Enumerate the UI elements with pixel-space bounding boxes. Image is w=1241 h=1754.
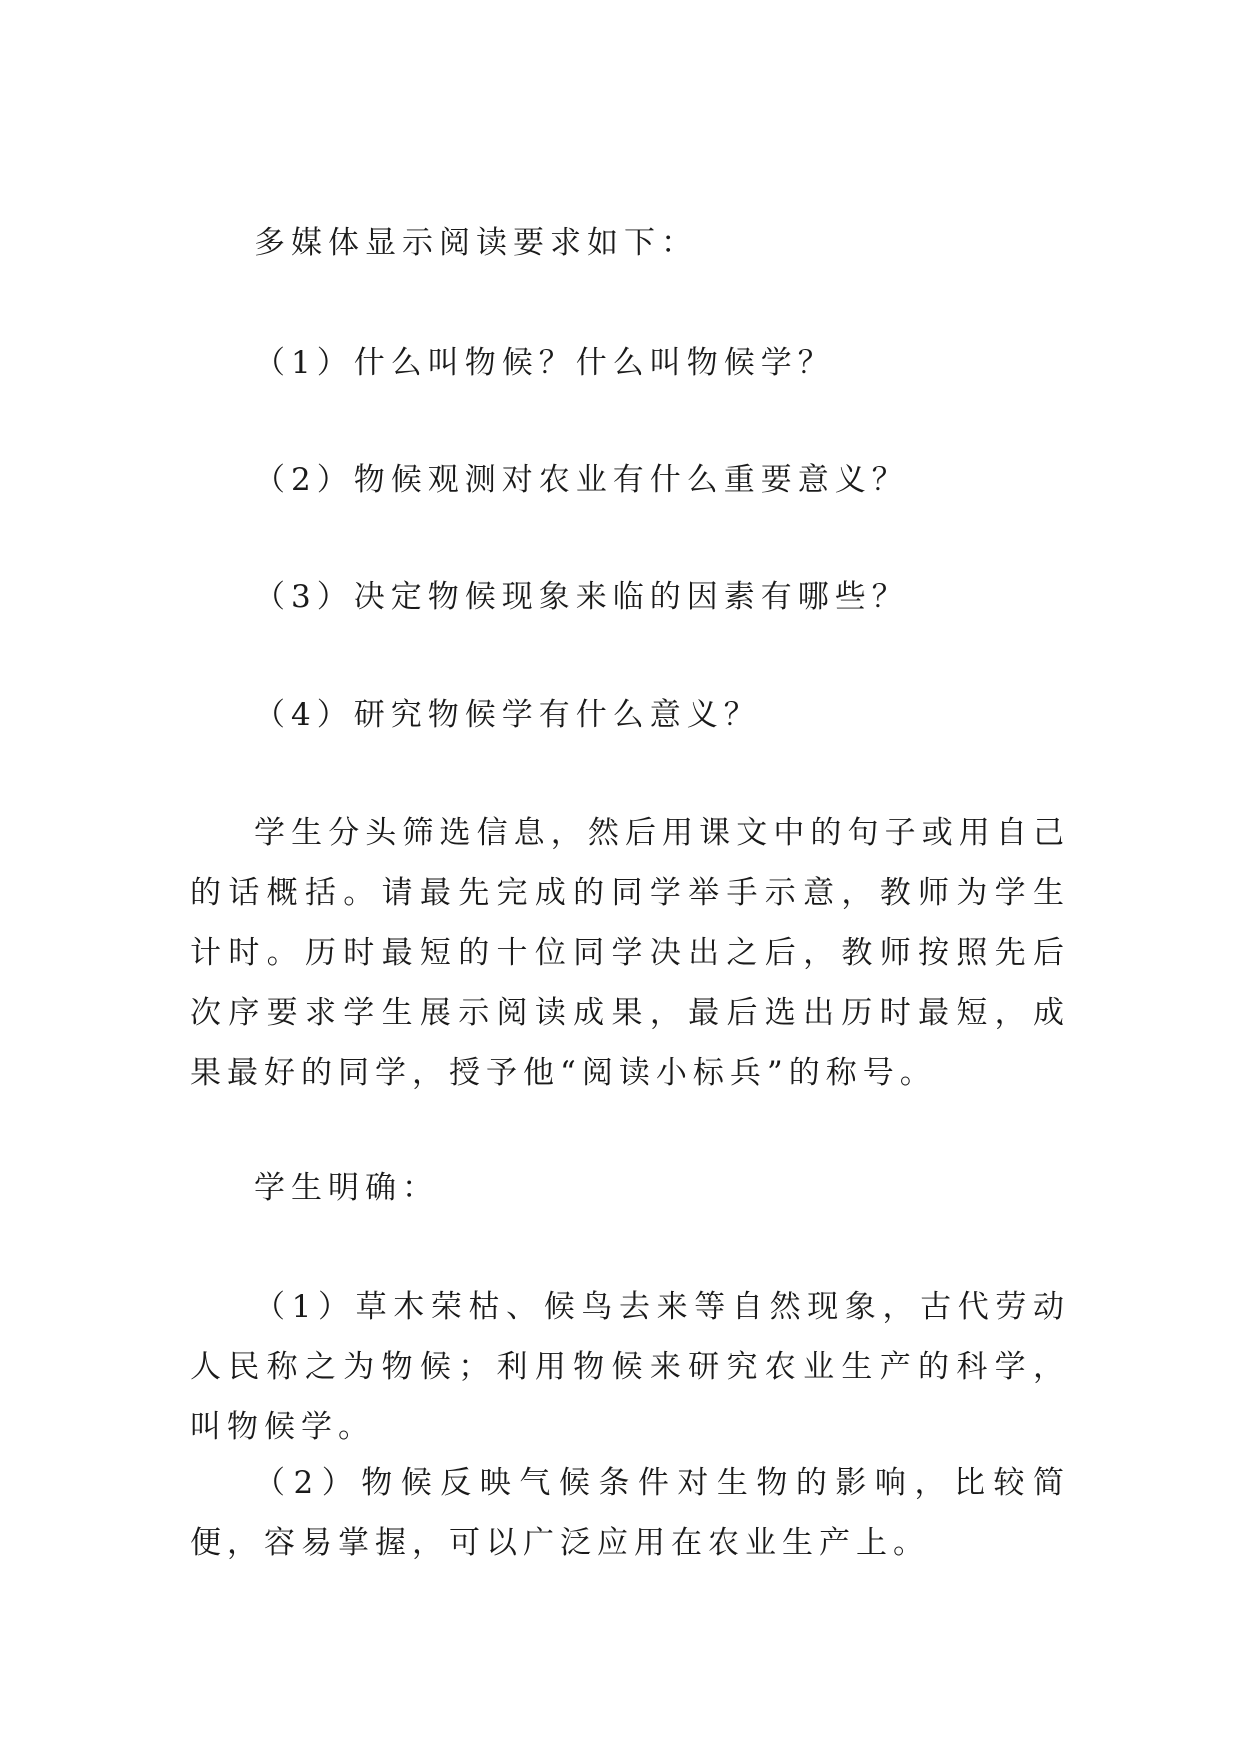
question-1: （1）什么叫物候？什么叫物候学？ xyxy=(254,345,835,381)
question-4: （4）研究物候学有什么意义？ xyxy=(254,697,761,733)
answer-1: （1）草木荣枯、候鸟去来等自然现象，古代劳动人民称之为物候；利用物候来研究农业生产的科学，叫物候学。 xyxy=(190,1289,1070,1445)
clarify-label: 学生明确： xyxy=(254,1170,439,1206)
answer-2: （2）物候反映气候条件对生物的影响，比较简便，容易掌握，可以广泛应用在农业生产上。 xyxy=(190,1465,1070,1561)
question-2: （2）物候观测对农业有什么重要意义？ xyxy=(254,462,909,498)
activity-paragraph: 学生分头筛选信息，然后用课文中的句子或用自己的话概括。请最先完成的同学举手示意，教师为学生计时。历时最短的十位同学决出之后，教师按照先后次序要求学生展示阅读成果，最后选出历时最短，成果最好的同学，授予他“阅读小标兵”的称号。 xyxy=(190,815,1070,1091)
intro-paragraph: 多媒体显示阅读要求如下： xyxy=(254,225,698,261)
question-3: （3）决定物候现象来临的因素有哪些？ xyxy=(254,579,909,615)
